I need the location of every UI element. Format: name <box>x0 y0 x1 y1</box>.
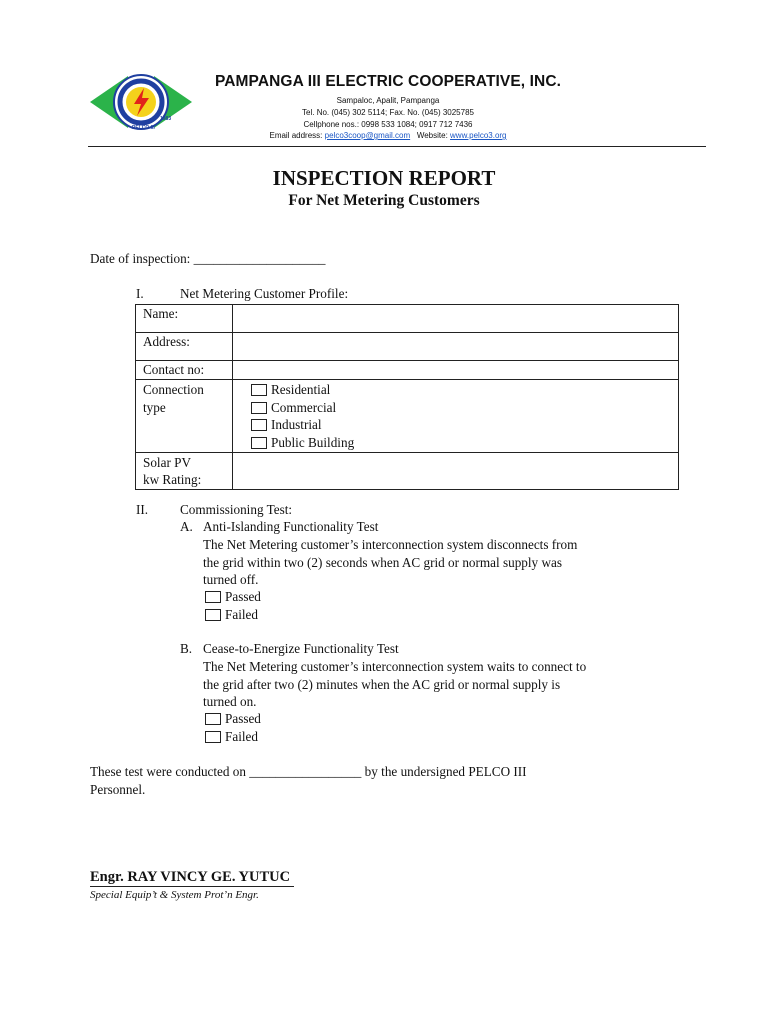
option-label: Failed <box>225 607 258 622</box>
connection-type-label-line1: Connection <box>143 382 204 397</box>
org-tel-fax: Tel. No. (045) 302 5114; Fax. No. (045) 3025785 <box>302 108 474 117</box>
option-label: Commercial <box>271 399 337 415</box>
option-label: Passed <box>225 589 261 604</box>
section1-number: I. <box>136 286 144 301</box>
signatory-name: Engr. RAY VINCY GE. YUTUC <box>90 869 294 887</box>
test-b-failed-option[interactable] <box>205 729 258 745</box>
checkbox[interactable] <box>205 713 221 725</box>
checkbox[interactable] <box>251 384 267 396</box>
test-a-title: Anti-Islanding Functionality Test <box>203 519 379 534</box>
connection-type-options <box>233 380 679 453</box>
customer-profile-table <box>135 304 679 490</box>
checkbox[interactable] <box>205 591 221 603</box>
option-label: Passed <box>225 711 261 726</box>
logo-year: 1983 <box>160 116 172 122</box>
option-label: Public Building <box>271 434 355 450</box>
test-b-desc-line1: The Net Metering customer’s interconnection system waits to connect to <box>203 659 587 674</box>
signatory-position: Special Equip’t & System Prot’n Engr. <box>90 889 259 901</box>
logo-text: PELCO III <box>132 125 155 131</box>
org-address: Sampaloc, Apalit, Pampanga <box>336 96 440 105</box>
address-value-cell[interactable] <box>233 333 679 361</box>
website-label: Website: <box>416 131 448 140</box>
date-of-inspection-field[interactable]: Date of inspection: ____________________ <box>90 251 326 266</box>
test-b-title: Cease-to-Energize Functionality Test <box>203 641 399 656</box>
email-label: Email address: <box>269 131 323 140</box>
test-b-desc-line3: turned on. <box>203 694 257 709</box>
test-a-desc-line1: The Net Metering customer’s interconnection system disconnects from <box>203 537 578 552</box>
report-title: INSPECTION REPORT <box>272 166 496 190</box>
option-residential[interactable] <box>251 381 671 399</box>
contact-value-cell[interactable] <box>233 361 679 380</box>
name-value-cell[interactable] <box>233 305 679 333</box>
connection-type-label <box>136 380 233 453</box>
section1-heading: Net Metering Customer Profile: <box>180 286 349 301</box>
test-a-failed-option[interactable] <box>205 607 258 623</box>
checkbox[interactable] <box>205 609 221 621</box>
address-label: Address: <box>136 333 233 361</box>
header-divider <box>88 146 706 147</box>
option-label: Industrial <box>271 417 322 432</box>
website-link[interactable]: www.pelco3.org <box>450 131 507 140</box>
test-a-passed-option[interactable] <box>205 589 261 605</box>
section2-number: II. <box>136 502 149 517</box>
report-subtitle: For Net Metering Customers <box>288 192 480 209</box>
pelco-logo <box>88 70 194 134</box>
solar-pv-value-cell[interactable] <box>233 453 679 490</box>
option-label: Failed <box>225 729 258 744</box>
conclusion-line1: These test were conducted on _________________ by the undersigned PELCO III <box>90 764 527 779</box>
test-a-label: A. <box>180 519 193 534</box>
checkbox[interactable] <box>251 437 267 449</box>
contact-label: Contact no: <box>136 361 233 380</box>
org-cellphone: Cellphone nos.: 0998 533 1084; 0917 712 7436 <box>303 120 473 129</box>
test-b-desc-line2: the grid after two (2) minutes when the AC grid or normal supply is <box>203 677 561 692</box>
connection-type-label-line2: type <box>143 400 166 415</box>
conclusion-line2: Personnel. <box>90 782 146 797</box>
name-label: Name: <box>136 305 233 333</box>
solar-pv-label-line2: kw Rating: <box>143 472 202 487</box>
checkbox[interactable] <box>251 402 267 414</box>
test-a-desc-line3: turned off. <box>203 572 259 587</box>
email-link[interactable]: pelco3coop@gmail.com <box>324 131 411 140</box>
organization-name: PAMPANGA III ELECTRIC COOPERATIVE, INC. <box>214 73 562 90</box>
solar-pv-label-line1: Solar PV <box>143 455 191 470</box>
test-a-desc-line2: the grid within two (2) seconds when AC grid or normal supply was <box>203 555 562 570</box>
org-contact-line <box>178 131 598 140</box>
option-industrial[interactable] <box>251 416 671 434</box>
section2-heading: Commissioning Test: <box>180 502 293 517</box>
checkbox[interactable] <box>251 419 267 431</box>
test-b-label: B. <box>180 641 193 656</box>
test-b-passed-option[interactable] <box>205 711 261 727</box>
option-label: Residential <box>271 382 331 397</box>
checkbox[interactable] <box>205 731 221 743</box>
option-commercial[interactable] <box>251 399 671 417</box>
option-public-building[interactable] <box>251 434 671 452</box>
solar-pv-label <box>136 453 233 490</box>
